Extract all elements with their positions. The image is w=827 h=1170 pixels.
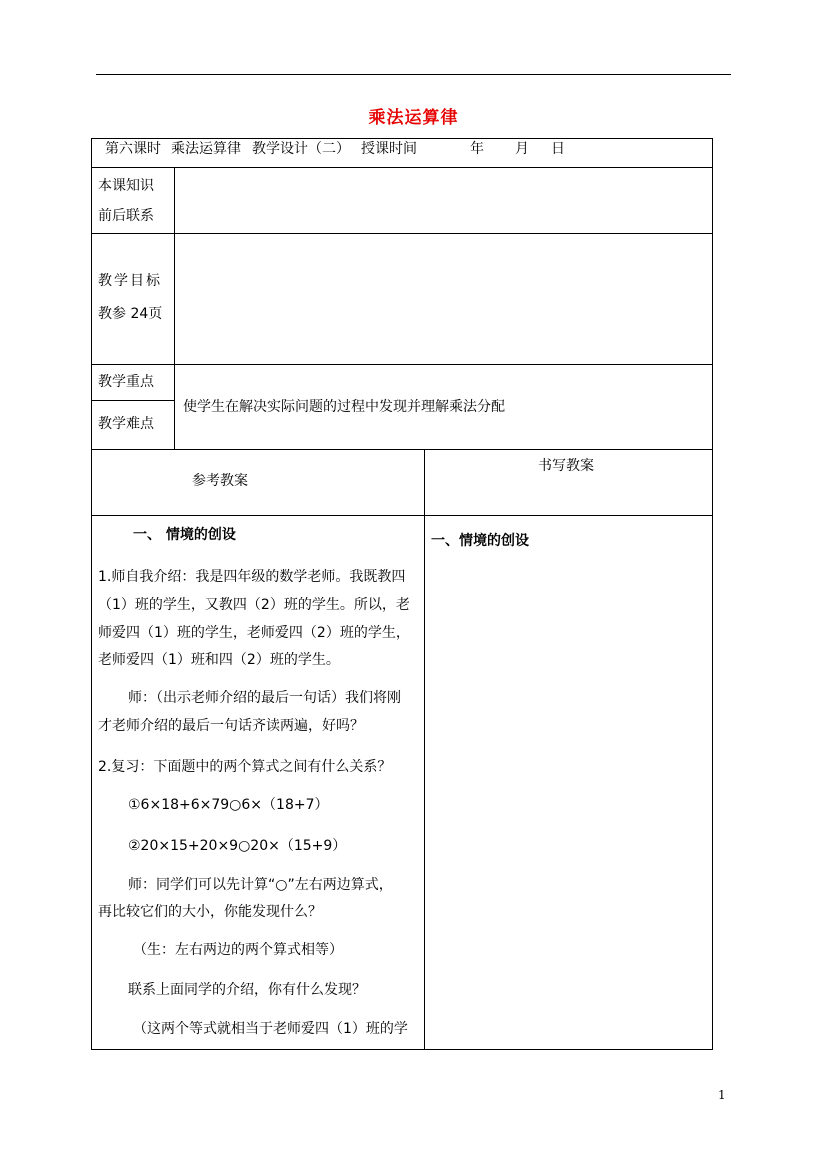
table-border-left xyxy=(91,138,92,1050)
page-number: 1 xyxy=(718,1088,726,1102)
formula-line: ①6×18+6×79○6×（18+7） xyxy=(128,797,329,813)
row-divider xyxy=(91,364,713,365)
reference-plan-label: 参考教案 xyxy=(192,473,248,489)
row-divider xyxy=(91,449,713,450)
body-line: 师：同学们可以先计算“○”左右两边算式， xyxy=(128,877,393,893)
goal-label-line2: 教参 24页 xyxy=(98,306,163,322)
body-line: 师爱四（1）班的学生，老师爱四（2）班的学生， xyxy=(98,625,410,641)
body-line: 再比较它们的大小，你能发现什么？ xyxy=(98,904,322,920)
written-plan-label: 书写教案 xyxy=(538,458,594,474)
key-point-content: 使学生在解决实际问题的过程中发现并理解乘法分配 xyxy=(183,399,505,415)
key-point-label: 教学重点 xyxy=(98,374,154,390)
body-line: 老师爱四（1）班和四（2）班的学生。 xyxy=(98,652,340,668)
plan-column-divider xyxy=(424,449,425,1049)
table-border-right xyxy=(712,138,713,1050)
body-line: （生：左右两边的两个算式相等） xyxy=(133,942,343,958)
label-column-divider xyxy=(174,167,175,449)
formula-line: ②20×15+20×9○20×（15+9） xyxy=(128,838,347,854)
day-label: 日 xyxy=(551,141,565,157)
row-divider xyxy=(91,515,713,516)
lesson-number: 第六课时 xyxy=(105,141,161,157)
lesson-plan-table xyxy=(91,138,713,1050)
row-divider xyxy=(91,233,713,234)
row-divider xyxy=(91,167,713,168)
body-line: 2.复习：下面题中的两个算式之间有什么关系？ xyxy=(98,759,392,775)
body-line: （1）班的学生，又教四（2）班的学生。所以，老 xyxy=(98,597,410,613)
document-title: 乘法运算律 xyxy=(368,108,459,128)
year-label: 年 xyxy=(470,141,484,157)
goal-label-line1: 教学目标 xyxy=(98,273,162,289)
lesson-design: 教学设计（二） xyxy=(252,141,350,157)
header-rule xyxy=(96,74,731,75)
row-divider xyxy=(91,400,175,401)
lesson-topic: 乘法运算律 xyxy=(171,141,241,157)
table-border-bottom xyxy=(91,1049,713,1050)
knowledge-label-line2: 前后联系 xyxy=(98,208,154,224)
body-line: 师：（出示老师介绍的最后一句话）我们将刚 xyxy=(128,690,401,706)
knowledge-label-line1: 本课知识 xyxy=(98,178,154,194)
month-label: 月 xyxy=(515,141,529,157)
class-time-label: 授课时间 xyxy=(361,141,417,157)
body-line: 联系上面同学的介绍，你有什么发现？ xyxy=(128,982,366,998)
difficulty-label: 教学难点 xyxy=(98,416,154,432)
body-line: 才老师介绍的最后一句话齐读两遍，好吗？ xyxy=(98,718,364,734)
body-line: 1.师自我介绍：我是四年级的数学老师。我既教四 xyxy=(98,569,406,585)
left-section-heading: 一、 情境的创设 xyxy=(133,527,236,543)
right-section-heading: 一、情境的创设 xyxy=(431,533,529,549)
body-line: （这两个等式就相当于老师爱四（1）班的学 xyxy=(133,1021,408,1037)
